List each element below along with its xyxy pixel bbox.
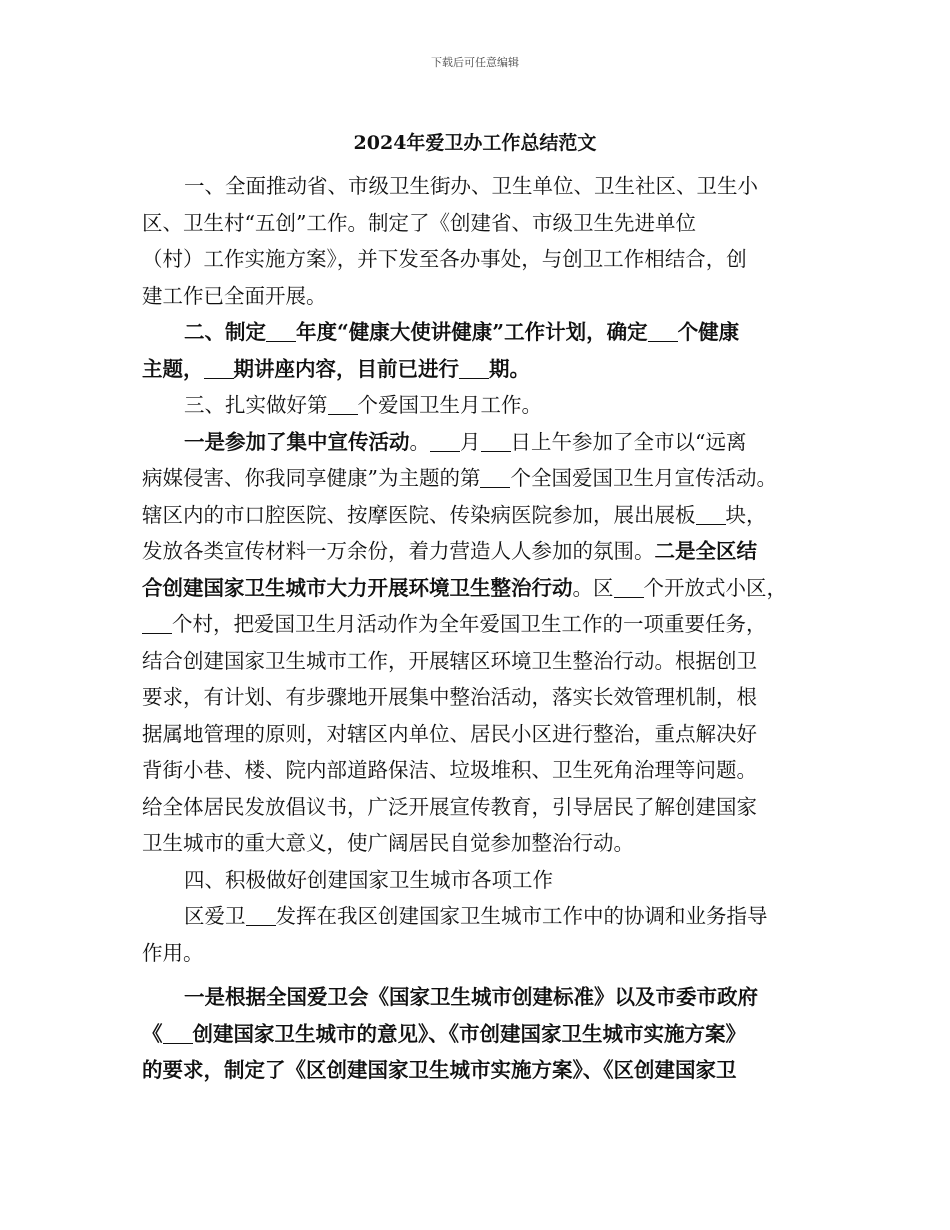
paragraph-line: 一、全面推动省、市级卫生街办、卫生单位、卫生社区、卫生小 xyxy=(184,174,758,198)
blank-field xyxy=(328,392,358,415)
blank-field xyxy=(246,903,276,926)
paragraph-line: 给全体居民发放倡议书，广泛开展宣传教育，引导居民了解创建国家 xyxy=(142,794,757,819)
paragraph-line: 一是参加了集中宣传活动。 月 日上午参加了全市以“远离 xyxy=(184,429,747,454)
paragraph-line: 合创建国家卫生城市大力开展环境卫生整治行动。区 个开放式小区， xyxy=(142,575,787,600)
paragraph-line: 区、卫生村“五创”工作。制定了《创建省、市级卫生先进单位 xyxy=(142,210,696,235)
blank-field xyxy=(614,575,644,598)
paragraph-line: 主题， 期讲座内容，目前已进行 期。 xyxy=(142,356,530,381)
paragraph-line: 病媒侵害、你我同享健康”为主题的第 个全国爱国卫生月宣传活动。 xyxy=(142,466,777,490)
paragraph-line: 《 创建国家卫生城市的意见》、《市创建国家卫生城市实施方案》 xyxy=(142,1021,746,1046)
blank-field xyxy=(459,356,489,379)
paragraph-line: 发放各类宣传材料一万余份，着力营造人人参加的氛围。二是全区结 xyxy=(142,539,757,563)
paragraph-line: 辖区内的市口腔医院、按摩医院、传染病医院参加，展出展板 块， xyxy=(142,502,767,527)
blank-field xyxy=(163,1021,193,1044)
paragraph-line: 二、制定 年度“健康大使讲健康”工作计划，确定 个健康 xyxy=(184,320,740,344)
blank-field xyxy=(696,502,726,525)
paragraph-line: 背街小巷、楼、院内部道路保洁、垃圾堆积、卫生死角治理等问题。 xyxy=(142,758,757,782)
blank-field xyxy=(266,319,296,342)
paragraph-line: 据属地管理的原则，对辖区内单位、居民小区进行整治，重点解决好 xyxy=(142,721,757,746)
paragraph-line: 个村，把爱国卫生月活动作为全年爱国卫生工作的一项重要任务， xyxy=(142,606,812,643)
page-header: 下载后可任意编辑 xyxy=(431,56,519,69)
blank-field xyxy=(480,465,510,488)
paragraph-line: 结合创建国家卫生城市工作，开展辖区环境卫生整治行动。根据创卫 xyxy=(142,648,757,673)
paragraph-line: 四、积极做好创建国家卫生城市各项工作 xyxy=(184,867,553,892)
paragraph-line: （村）工作实施方案》，并下发至各办事处，与创卫工作相结合，创 xyxy=(142,247,747,271)
blank-field xyxy=(648,319,678,342)
paragraph-line: 建工作已全面开展。 xyxy=(142,283,327,308)
paragraph-line: 一是根据全国爱卫会《国家卫生城市创建标准》以及市委市政府 xyxy=(184,985,758,1009)
paragraph-line: 作用。 xyxy=(142,940,204,965)
paragraph-line: 要求，有计划、有步骤地开展集中整治活动，落实长效管理机制，根 xyxy=(142,685,757,709)
paragraph-line: 的要求，制定了《区创建国家卫生城市实施方案》、《区创建国家卫 xyxy=(142,1058,737,1082)
paragraph-line: 三、扎实做好第 个爱国卫生月工作。 xyxy=(184,393,542,417)
blank-field xyxy=(142,611,172,634)
document-title: 2024年爱卫办工作总结范文 xyxy=(353,132,597,154)
document-body xyxy=(142,168,812,1089)
blank-field xyxy=(481,429,511,452)
paragraph-line: 区爱卫 发挥在我区创建国家卫生城市工作中的协调和业务指导 xyxy=(184,904,768,928)
blank-field xyxy=(204,356,234,379)
paragraph-line: 卫生城市的重大意义，使广阔居民自觉参加整治行动。 xyxy=(142,831,634,855)
blank-field xyxy=(430,429,460,452)
